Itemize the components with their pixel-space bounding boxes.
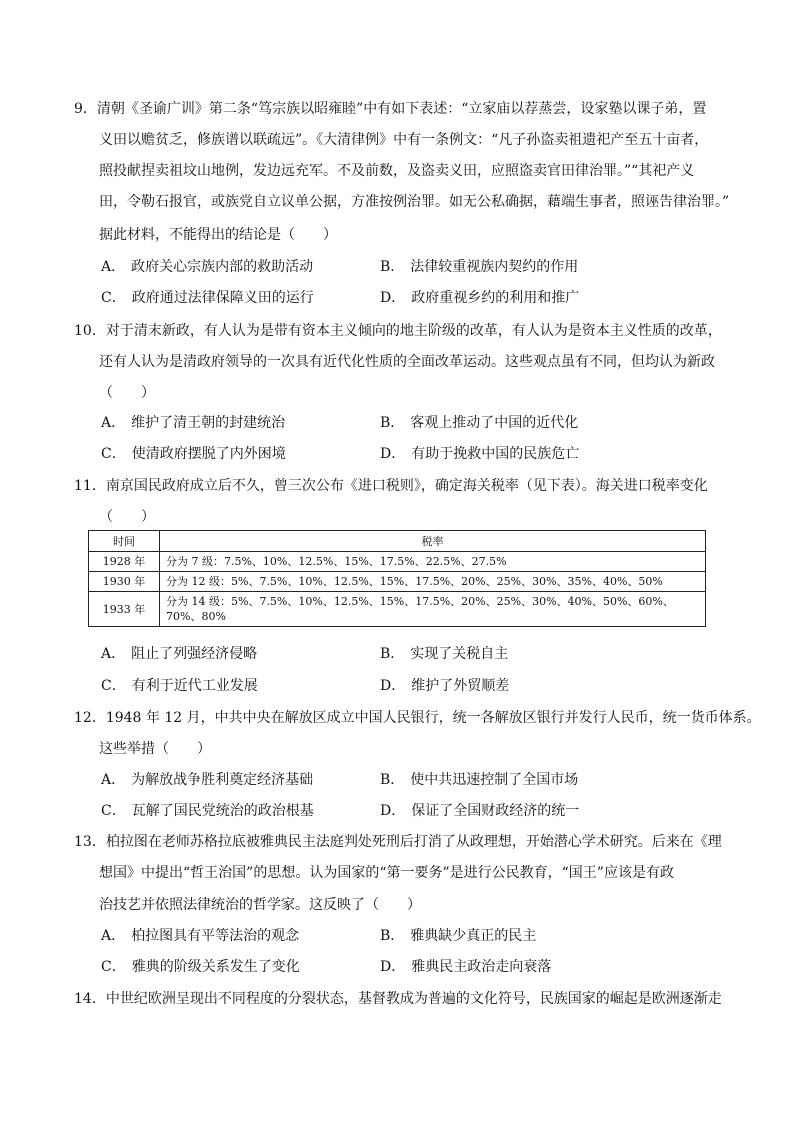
question-11-option-d[interactable]: [380, 677, 509, 695]
question-10-option-b[interactable]: [380, 414, 578, 432]
option-letter: D．: [380, 803, 406, 819]
option-letter: A．: [101, 928, 126, 944]
question-14-line-1: 14．中世纪欧洲呈现出不同程度的分裂状态，基督教成为普遍的文化符号，民族国家的崛起是欧洲逐渐走: [74, 991, 722, 1007]
question-10-option-a[interactable]: [101, 414, 285, 432]
table-header-row: [89, 531, 706, 552]
option-text: 保证了全国财政经济的统一: [411, 803, 580, 819]
option-text: 客观上推动了中国的近代化: [410, 415, 579, 431]
question-9-option-d[interactable]: [380, 289, 579, 307]
option-text: 阻止了列强经济侵略: [131, 646, 258, 662]
option-letter: C．: [101, 290, 126, 306]
question-9-line-4: 田，令勒石报官，或族党自立议单公据，方准按例治罪。如无公私确据，藉端生事者，照诬告律治罪。”: [99, 194, 730, 210]
question-11-line-1: 11．南京国民政府成立后不久，曾三次公布《进口税则》，确定海关税率（见下表）。海关进口税率变化: [74, 478, 708, 494]
option-text: 雅典的阶级关系发生了变化: [131, 959, 300, 975]
table-row: [89, 572, 706, 592]
question-9-line-5: 据此材料，不能得出的结论是（ ）: [99, 227, 337, 243]
option-letter: D．: [380, 290, 406, 306]
option-letter: A．: [101, 646, 126, 662]
question-11-option-c[interactable]: [101, 677, 258, 695]
question-9-option-a[interactable]: [101, 258, 313, 276]
option-letter: B．: [380, 928, 405, 944]
question-11-option-a[interactable]: [101, 645, 257, 663]
question-13-option-a[interactable]: [101, 927, 299, 945]
option-letter: C．: [101, 678, 126, 694]
option-text: 实现了关税自主: [410, 646, 509, 662]
option-text: 使中共迅速控制了全国市场: [410, 772, 579, 788]
option-letter: D．: [380, 959, 406, 975]
question-13-line-1: 13．柏拉图在老师苏格拉底被雅典民主法庭判处死刑后打消了从政理想，开始潜心学术研究。后来在《理: [74, 834, 722, 850]
tariff-rate-table: [88, 530, 706, 627]
option-letter: D．: [380, 446, 406, 462]
question-11-option-b[interactable]: [380, 645, 508, 663]
option-letter: B．: [380, 772, 405, 788]
option-letter: A．: [101, 415, 126, 431]
option-letter: B．: [380, 646, 405, 662]
table-row: [89, 552, 706, 572]
table-cell-rate: 分为 7 级：7.5%、10%、12.5%、15%、17.5%、22.5%、27.5%: [160, 552, 706, 572]
option-text: 法律较重视族内契约的作用: [410, 259, 579, 275]
option-text: 雅典缺少真正的民主: [410, 928, 537, 944]
option-text: 瓦解了国民党统治的政治根基: [131, 803, 314, 819]
question-13-option-d[interactable]: [380, 958, 551, 976]
option-text: 政府通过法律保障义田的运行: [131, 290, 314, 306]
table-cell-year: 1928 年: [89, 552, 160, 572]
option-letter: C．: [101, 803, 126, 819]
option-text: 维护了外贸顺差: [411, 678, 510, 694]
option-letter: A．: [101, 259, 126, 275]
question-12-option-d[interactable]: [380, 802, 579, 820]
option-letter: B．: [380, 415, 405, 431]
option-letter: C．: [101, 446, 126, 462]
option-text: 政府关心宗族内部的救助活动: [131, 259, 314, 275]
table-cell-rate: 分为 12 级：5%、7.5%、10%、12.5%、15%、17.5%、20%、25%、30%、35%、40%、50%: [160, 572, 706, 592]
table-row: [89, 592, 706, 627]
option-letter: D．: [380, 678, 406, 694]
question-13-option-b[interactable]: [380, 927, 536, 945]
table-cell-year: 1933 年: [89, 592, 160, 627]
option-text: 使清政府摆脱了内外困境: [131, 446, 286, 462]
option-letter: C．: [101, 959, 126, 975]
option-text: 有利于近代工业发展: [131, 678, 258, 694]
question-12-line-2: 这些举措（ ）: [99, 741, 211, 757]
option-text: 雅典民主政治走向衰落: [411, 959, 552, 975]
question-12-line-1: 12．1948 年 12 月，中共中央在解放区成立中国人民银行，统一各解放区银行并发行人民币，统一货币体系。: [74, 710, 761, 726]
question-12-option-a[interactable]: [101, 771, 313, 789]
question-9-line-1: 9．清朝《圣谕广训》第二条“笃宗族以昭雍睦”中有如下表述：“立家庙以荐蒸尝，设家塾以课子弟，置: [74, 101, 707, 117]
table-cell-year: 1930 年: [89, 572, 160, 592]
question-9-line-3: 照投献捏卖祖坟山地例，发边远充军。不及前数，及盗卖义田，应照盗卖官田律治罪。”“其祀产义: [99, 163, 695, 179]
table-cell-rate: 分为 14 级：5%、7.5%、10%、12.5%、15%、17.5%、20%、25%、30%、40%、50%、60%、70%、80%: [160, 592, 706, 627]
question-11-line-2: （ ）: [99, 509, 155, 525]
question-9-line-2: 义田以赡贫乏，修族谱以联疏远”。《大清律例》中有一条例文：“凡子孙盗卖祖遗祀产至五十亩者，: [99, 132, 709, 148]
question-10-line-1: 10．对于清末新政，有人认为是带有资本主义倾向的地主阶级的改革，有人认为是资本主义性质的改革，: [74, 323, 722, 339]
question-12-option-b[interactable]: [380, 771, 578, 789]
question-9-option-b[interactable]: [380, 258, 578, 276]
option-text: 有助于挽救中国的民族危亡: [411, 446, 580, 462]
question-13-line-3: 治技艺并依照法律统治的哲学家。这反映了（ ）: [99, 897, 421, 913]
option-text: 政府重视乡约的利用和推广: [411, 290, 580, 306]
table-header-rate: 税率: [160, 531, 706, 552]
question-12-option-c[interactable]: [101, 802, 314, 820]
question-10-line-2: 还有人认为是清政府领导的一次具有近代化性质的全面改革运动。这些观点虽有不同，但均认为新政: [99, 354, 715, 370]
question-13-line-2: 想国》中提出“哲王治国”的思想。认为国家的“第一要务”是进行公民教育，“国王”应该是有政: [99, 865, 674, 881]
option-text: 柏拉图具有平等法治的观念: [131, 928, 300, 944]
question-10-line-3: （ ）: [99, 385, 155, 401]
table-header-time: 时间: [89, 531, 160, 552]
question-10-option-d[interactable]: [380, 445, 579, 463]
question-10-option-c[interactable]: [101, 445, 286, 463]
question-9-option-c[interactable]: [101, 289, 314, 307]
option-letter: B．: [380, 259, 405, 275]
question-13-option-c[interactable]: [101, 958, 300, 976]
option-text: 维护了清王朝的封建统治: [131, 415, 286, 431]
option-text: 为解放战争胜利奠定经济基础: [131, 772, 314, 788]
option-letter: A．: [101, 772, 126, 788]
